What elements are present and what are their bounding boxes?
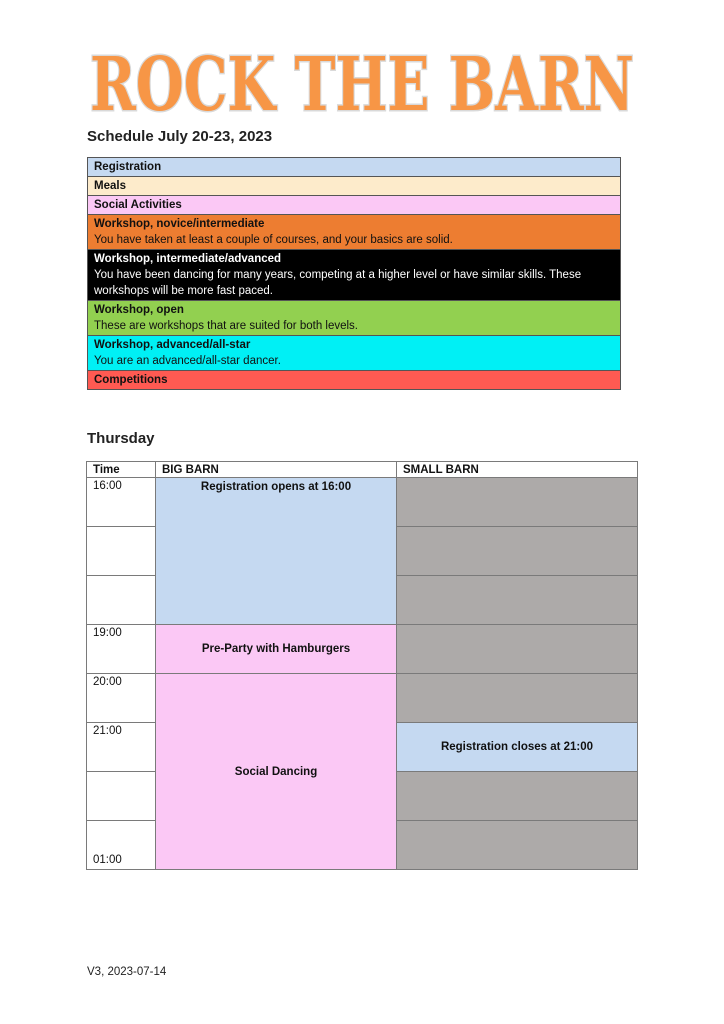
legend-row xyxy=(88,177,621,196)
legend-label: Workshop, advanced/all-star xyxy=(94,339,251,351)
legend-row xyxy=(88,196,621,215)
schedule-subtitle: Schedule July 20-23, 2023 xyxy=(87,128,273,145)
time-slot-2200 xyxy=(86,771,156,821)
legend-description: You are an advanced/all-star dancer. xyxy=(94,355,281,367)
time-slot-0100 xyxy=(86,820,156,870)
legend-row xyxy=(88,250,621,301)
small-barn-unavailable-slot xyxy=(396,673,638,723)
legend-cell xyxy=(88,196,621,215)
legend-label: Meals xyxy=(94,180,126,192)
event-registration-opens xyxy=(155,477,397,625)
legend-cell xyxy=(88,158,621,177)
legend-row xyxy=(88,301,621,336)
time-slot-1900: 19:00 xyxy=(86,624,156,674)
legend-label: Workshop, novice/intermediate xyxy=(94,218,265,230)
legend-cell xyxy=(88,371,621,390)
legend-label: Registration xyxy=(94,161,162,173)
small-barn-unavailable-slot xyxy=(396,575,638,625)
legend-row xyxy=(88,371,621,390)
page-title xyxy=(86,40,638,120)
legend-cell xyxy=(88,301,621,336)
time-slot-1600: 16:00 xyxy=(86,477,156,527)
event-social-dancing xyxy=(155,673,397,870)
title-text: ROCK THE BARN xyxy=(90,42,634,120)
legend-description: You have taken at least a couple of courses, and your basics are solid. xyxy=(94,234,453,246)
legend-label: Workshop, open xyxy=(94,304,184,316)
small-barn-unavailable-slot xyxy=(396,771,638,821)
legend-description: You have been dancing for many years, competing at a higher level or have similar skills. These workshops will be more fast paced. xyxy=(94,269,582,297)
event-pre-party xyxy=(155,624,397,674)
small-barn-unavailable-slot xyxy=(396,526,638,576)
small-barn-unavailable-slot xyxy=(396,820,638,870)
time-slot-1800 xyxy=(86,575,156,625)
small-barn-unavailable-slot xyxy=(396,477,638,527)
time-slot-0100-label: 01:00 xyxy=(93,854,122,866)
event-social-dancing-label: Social Dancing xyxy=(234,765,318,778)
title-logo xyxy=(86,40,638,120)
legend-cell xyxy=(88,177,621,196)
time-slot-2000: 20:00 xyxy=(86,673,156,723)
small-barn-unavailable-slot xyxy=(396,624,638,674)
legend-table xyxy=(87,157,621,390)
event-registration-closes-label: Registration closes at 21:00 xyxy=(440,741,594,753)
legend-description: These are workshops that are suited for both levels. xyxy=(94,320,359,332)
event-registration-closes xyxy=(396,722,638,772)
legend-row xyxy=(88,215,621,250)
legend-label: Social Activities xyxy=(94,199,182,211)
legend-label: Competitions xyxy=(94,374,168,386)
legend-cell xyxy=(88,336,621,371)
day-title: Thursday xyxy=(87,430,155,447)
legend-cell xyxy=(88,250,621,301)
legend-label: Workshop, intermediate/advanced xyxy=(94,253,282,265)
legend-row xyxy=(88,336,621,371)
time-slot-1700 xyxy=(86,526,156,576)
column-header-small-barn: SMALL BARN xyxy=(396,461,638,478)
column-header-big-barn: BIG BARN xyxy=(155,461,397,478)
legend-cell xyxy=(88,215,621,250)
schedule-grid xyxy=(86,461,638,870)
event-registration-opens-label: Registration opens at 16:00 xyxy=(200,481,352,493)
version-footer: V3, 2023-07-14 xyxy=(87,966,167,978)
legend-row xyxy=(88,158,621,177)
time-slot-2100: 21:00 xyxy=(86,722,156,772)
event-pre-party-label: Pre-Party with Hamburgers xyxy=(201,643,351,655)
column-header-time: Time xyxy=(86,461,156,478)
